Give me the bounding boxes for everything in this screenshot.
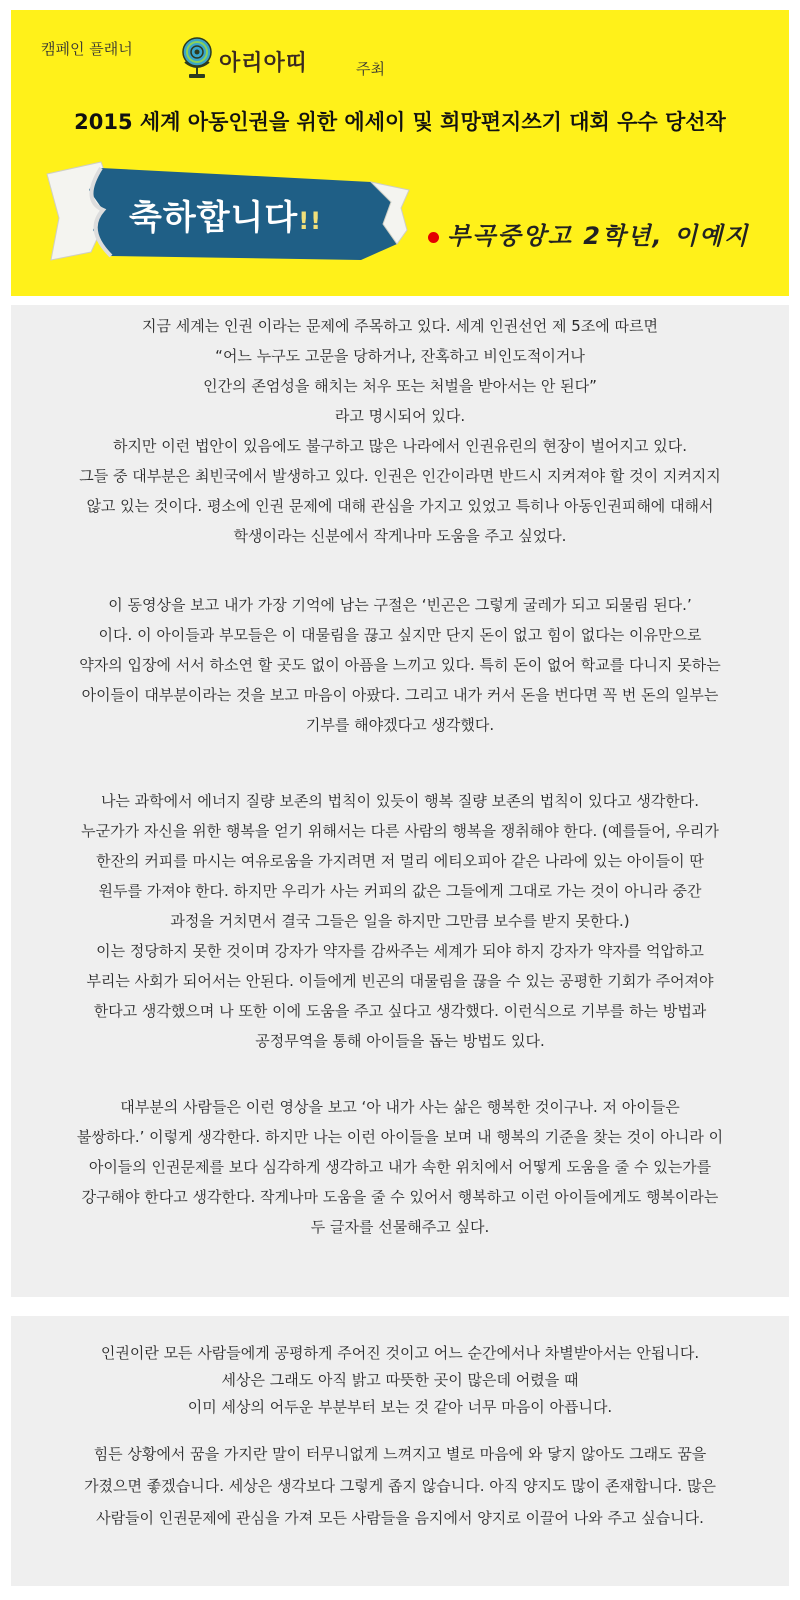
host-label: 주최 bbox=[356, 60, 385, 78]
ribbon-main-text: 축하합니다 bbox=[129, 198, 299, 238]
congratulations-ribbon bbox=[41, 160, 411, 270]
header-banner bbox=[11, 10, 789, 296]
letter-paragraph: 인권이란 모든 사람들에게 공평하게 주어진 것이고 어느 순간에서나 차별받아서는 안됩니다. 세상은 그래도 아직 밝고 따뜻한 곳이 많은데 어렸을 때 이미 세상의 어두운 부분부터 보는 것 같아 너무 마음이 아픕니다. bbox=[100, 1344, 700, 1416]
letter-paragraph: 힘든 상황에서 꿈을 가지란 말이 터무니없게 느껴지고 별로 마음에 와 닿지 않아도 그래도 꿈을 가졌으면 좋겠습니다. 세상은 생각보다 그렇게 좁지 않습니다. 아직 양지도 많이 존재합니다. 많은 사람들이 인권문제에 관심을 가져 모든 사람들을 음지에서 양지로 이끌어 나와 주고 싶습니다. bbox=[84, 1445, 716, 1527]
planner-label: 캠페인 플래너 bbox=[41, 40, 133, 58]
bullet-dot bbox=[428, 232, 439, 243]
globe-icon bbox=[179, 36, 215, 80]
essay-panel bbox=[11, 305, 789, 1297]
letter-panel bbox=[11, 1316, 789, 1586]
author-byline: 부곡중앙고 2학년, 이예지 bbox=[447, 222, 750, 250]
essay-paragraph: 대부분의 사람들은 이런 영상을 보고 ‘아 내가 사는 삶은 행복한 것이구나. 저 아이들은 불쌍하다.’ 이렇게 생각한다. 하지만 나는 이런 아이들을 보며 내 행복의 기준을 찾는 것이 아니라 이 아이들의 인권문제를 보다 심각하게 생각하고 내가 속한 위치에서 어떻게 도움을 줄 수 있는가를 강구해야 한다고 생각한다. 작게나마 도움을 줄 수 있어서 행복하고 이런 아이들에게도 행복이라는 두 글자를 선물해주고 싶다. bbox=[76, 1098, 724, 1236]
essay-paragraph: 나는 과학에서 에너지 질량 보존의 법칙이 있듯이 행복 질량 보존의 법칙이 있다고 생각한다. 누군가가 자신을 위한 행복을 얻기 위해서는 다른 사람의 행복을 쟁취해야 한다. (예를들어, 우리가 한잔의 커피를 마시는 여유로움을 가지려면 저 멀리 에티오피아 같은 나라에 있는 아이들이 딴 원두를 가져야 한다. 하지만 우리가 사는 커피의 값은 그들에게 그대로 가는 것이 아니라 중간 과정을 거치면서 결국 그들은 일을 하지만 그만큼 보수를 받지 못한다.) 이는 정당하지 못한 것이며 강자가 약자를 감싸주는 세계가 되야 하지 강자가 약자를 억압하고 부리는 사회가 되어서는 안된다. 이들에게 빈곤의 대물림을 끊을 수 있는 공평한 기회가 주어져야 한다고 생각했으며 나 또한 이에 도움을 주고 싶다고 생각했다. 이런식으로 기부를 하는 방법과 공정무역을 통해 아이들을 돕는 방법도 있다. bbox=[81, 792, 719, 1050]
essay-paragraph: 이 동영상을 보고 내가 가장 기억에 남는 구절은 ‘빈곤은 그렇게 굴레가 되고 되물림 된다.’ 이다. 이 아이들과 부모들은 이 대물림을 끊고 싶지만 단지 돈이 없고 힘이 없다는 이유만으로 약자의 입장에 서서 하소연 할 곳도 없이 아픔을 느끼고 있다. 특히 돈이 없어 학교를 다니지 못하는 아이들이 대부분이라는 것을 보고 마음이 아팠다. 그리고 내가 커서 돈을 번다면 꼭 번 돈의 일부는 기부를 해야겠다고 생각했다. bbox=[79, 596, 721, 734]
page-title: 2015 세계 아동인권을 위한 에세이 및 희망편지쓰기 대회 우수 당선작 bbox=[74, 110, 726, 134]
congratulations-text bbox=[129, 190, 322, 239]
ribbon-exclaim: !! bbox=[298, 207, 323, 235]
brand-logo-text: 아리아띠 bbox=[219, 51, 309, 76]
essay-paragraph: 지금 세계는 인권 이라는 문제에 주목하고 있다. 세계 인권선언 제 5조에 따르면 “어느 누구도 고문을 당하거나, 잔혹하고 비인도적이거나 인간의 존엄성을 해치는 처우 또는 처벌을 받아서는 안 된다” 라고 명시되어 있다. 하지만 이런 법안이 있음에도 불구하고 많은 나라에서 인권유린의 현장이 벌어지고 있다. 그들 중 대부분은 최빈국에서 발생하고 있다. 인권은 인간이라면 반드시 지켜져야 할 것이 지켜지지 않고 있는 것이다. 평소에 인권 문제에 대해 관심을 가지고 있었고 특히나 아동인권피해에 대해서 학생이라는 신분에서 작게나마 도움을 주고 싶었다. bbox=[79, 317, 721, 545]
